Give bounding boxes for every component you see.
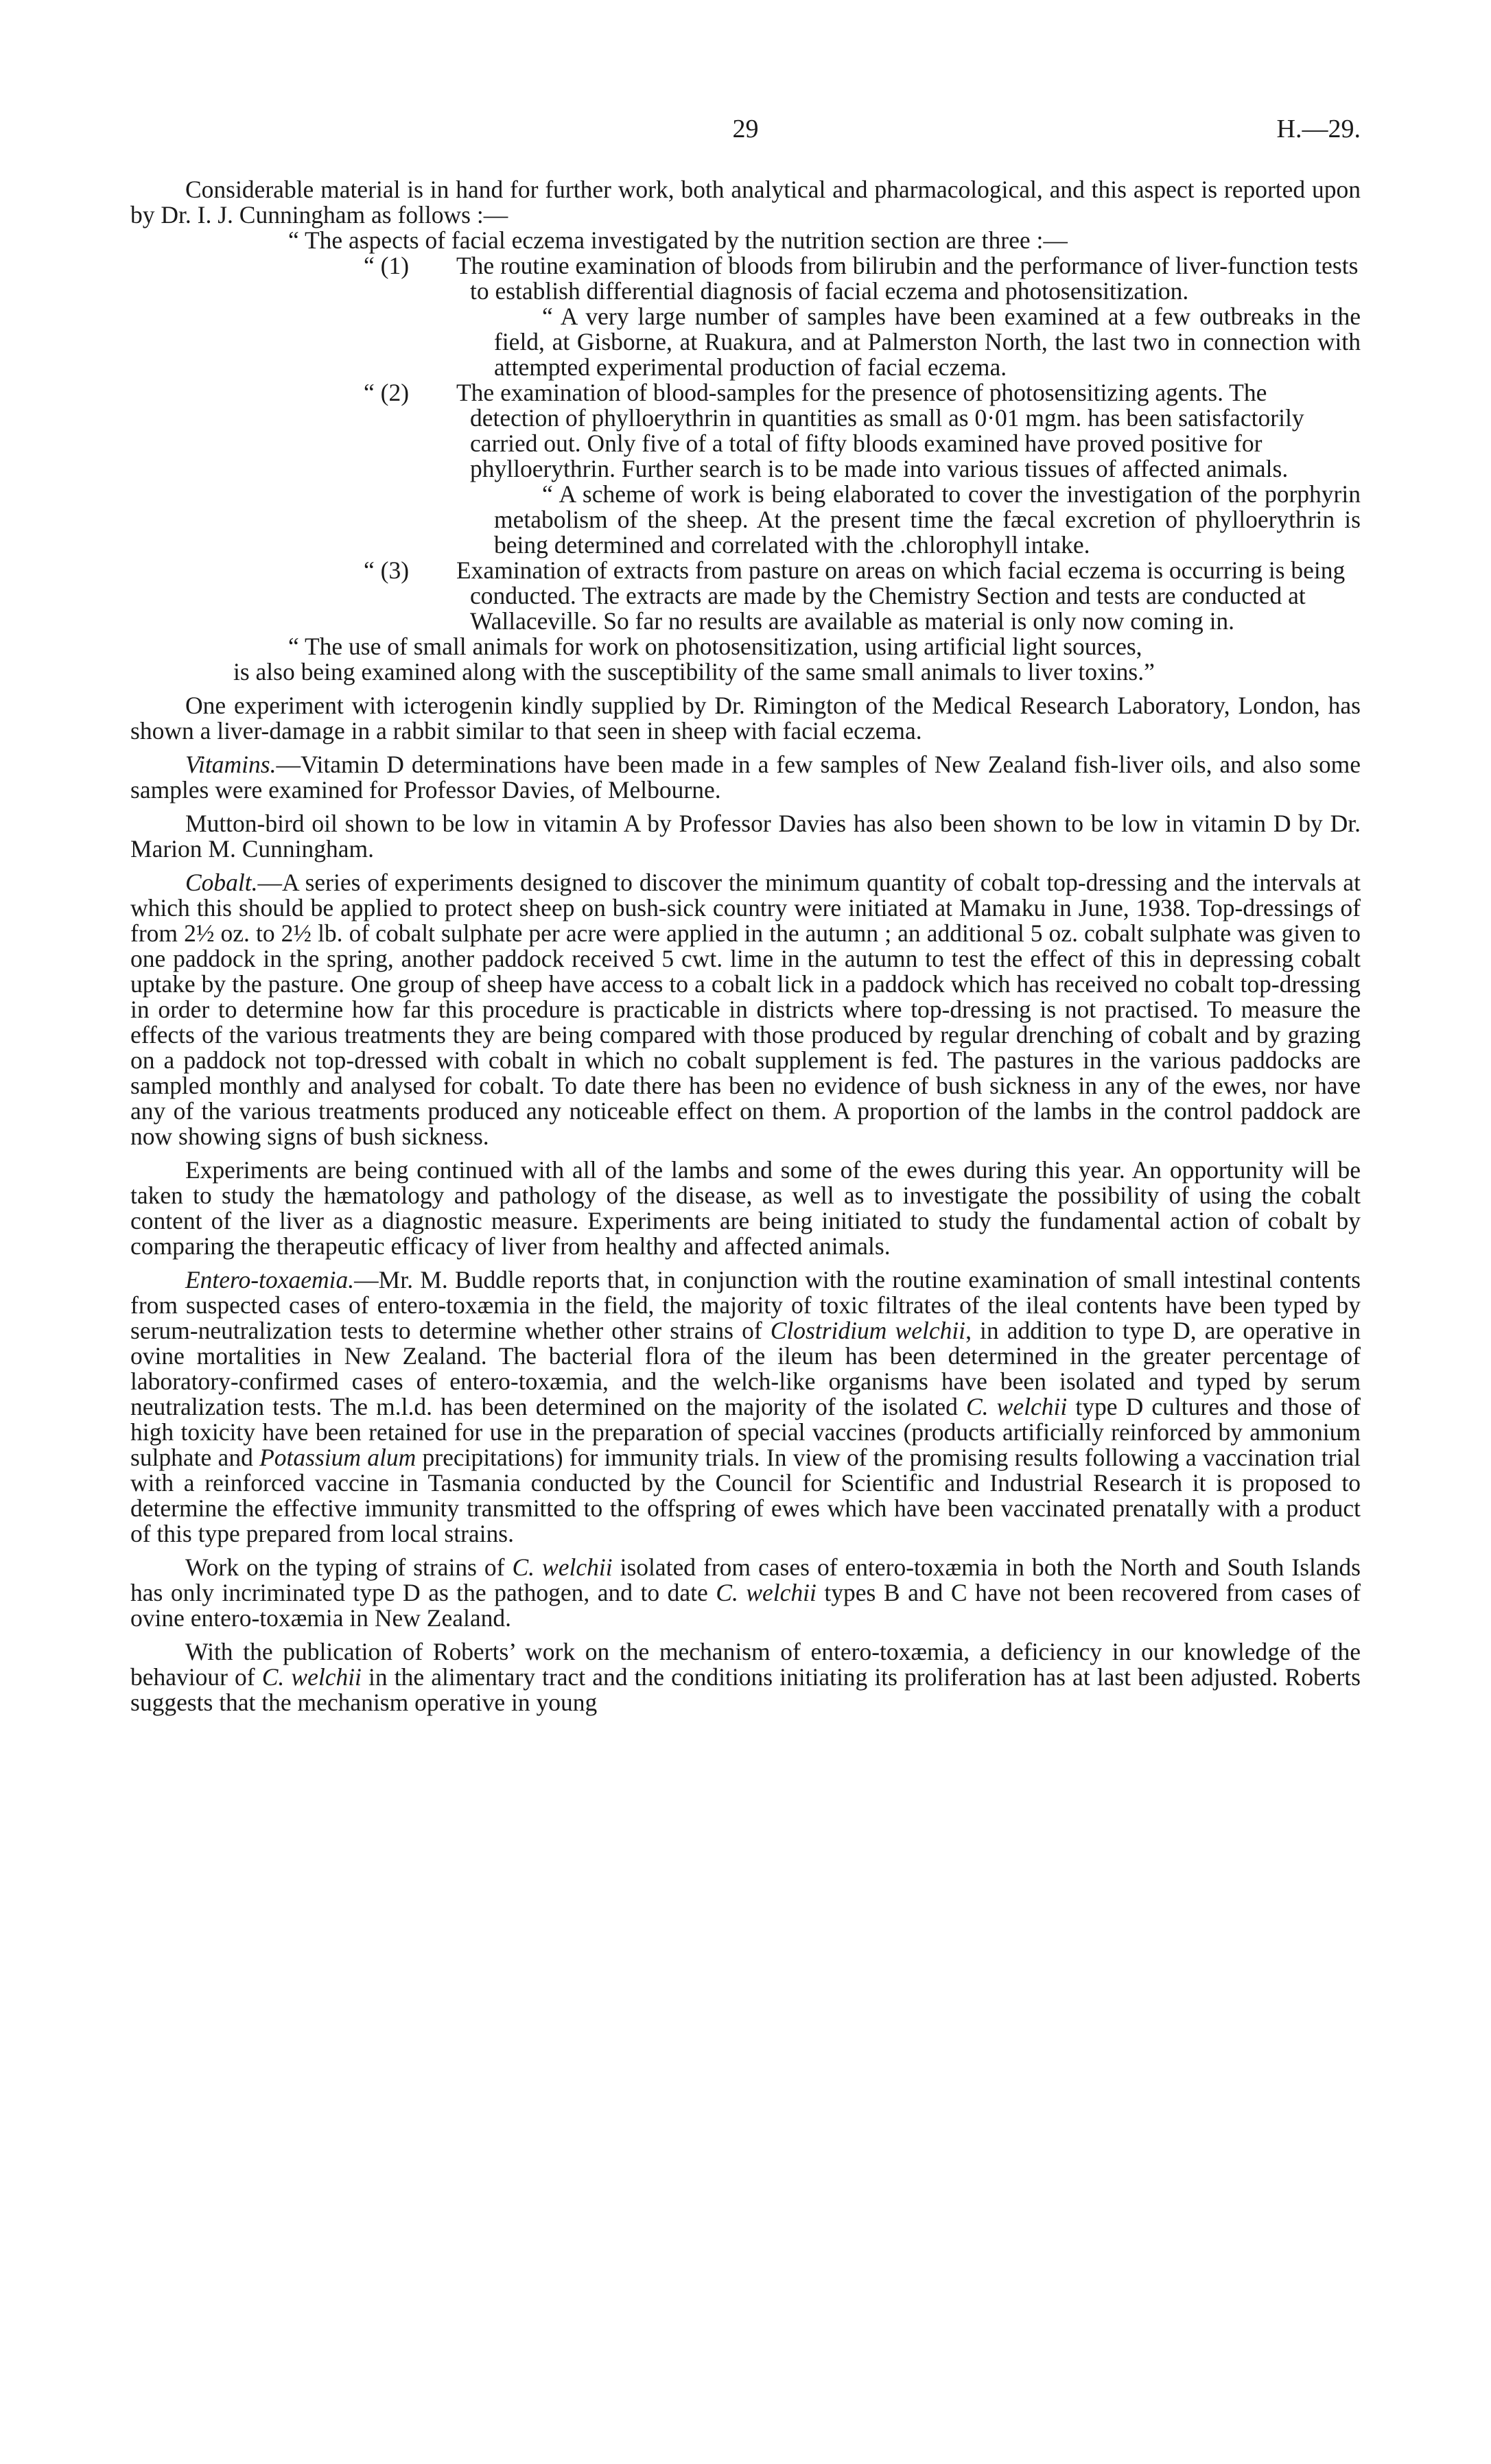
quote-item-3: [364, 558, 1361, 634]
icterogenin-paragraph: One experiment with icterogenin kindly supplied by Dr. Rimington of the Medical Research Laboratory, London, has shown a liver-damage in a rabbit similar to that seen in sheep with facial eczema.: [130, 692, 1361, 744]
vitamins-paragraph: [130, 752, 1361, 803]
item-sub-paragraph: “ A very large number of samples have been examined at a few outbreaks in the field, at Gisborne, at Ruakura, and at Palmerston North, the last two in connection with attempted experimental production of facial eczema.: [494, 303, 1361, 381]
item-number: “ (2): [364, 379, 410, 406]
cobalt-text: —A series of experiments designed to discover the minimum quantity of cobalt top-dressing and the intervals at which this should be applied to protect sheep on bush-sick country were initiated at Mamaku in June, 1938. Top-dressings of from 2½ oz. to 2½ lb. of cobalt sulphate per acre were applied in the autumn ; an additional 5 oz. cobalt sulphate was given to one paddock in the spring, another paddock received 5 cwt. lime in the autumn to test the effect of this in depressing cobalt uptake by the pasture. One group of sheep have access to a cobalt lick in a paddock which has received no cobalt top-dressing in order to determine how far this procedure is practicable in districts where top-dressing is not practised. To measure the effects of the various treatments they are being compared with those produced by regular drenching of cobalt and by grazing on a paddock not top-dressed with cobalt in which no cobalt supplement is fed. The pastures in the various paddocks are sampled monthly and analysed for cobalt. To date there has been no evidence of bush sickness in any of the ewes, nor have any of the various treatments produced any noticeable effect on them. A proportion of the lambs in the control paddock are now showing signs of bush sickness.: [130, 869, 1361, 1150]
cobalt-paragraph: [130, 870, 1361, 1149]
mutton-bird-paragraph: Mutton-bird oil shown to be low in vitamin A by Professor Davies has also been shown to be low in vitamin D by Dr. Marion M. Cunningham.: [130, 810, 1361, 863]
species-name: C. welchii: [512, 1553, 613, 1581]
species-name: Clostridium welchii: [770, 1317, 966, 1344]
item-text: The routine examination of bloods from bilirubin and the performance of liver-function tests to establish differential diagnosis of facial eczema and photosensitization.: [456, 252, 1359, 305]
page-header: [130, 117, 1361, 165]
quote-close-line-2: is also being examined along with the susceptibility of the same small animals to liver toxins.”: [233, 658, 1155, 685]
item-sub-paragraph: “ A scheme of work is being elaborated to cover the investigation of the porphyrin metabolism of the sheep. At the present time the fæcal excretion of phylloerythrin is being determined and correlated with the .chlorophyll intake.: [494, 480, 1361, 559]
intro-paragraph: Considerable material is in hand for further work, both analytical and pharmacological, and this aspect is reported upon by Dr. I. J. Cunningham as follows :—: [130, 176, 1361, 228]
species-name: C. welchii: [965, 1393, 1068, 1420]
document-reference: H.—29.: [1276, 115, 1361, 143]
item-number: “ (1): [364, 252, 410, 279]
quote-item-1: [364, 253, 1361, 304]
item-text: The examination of blood-samples for the presence of photosensitizing agents. The detection of phylloerythrin in quantities as small as 0·01 mgm. has been satisfactorily carried out. Only five of a total of fifty bloods examined have proved positive for phylloerythrin. Further search is to be made into various tissues of affected animals.: [456, 379, 1304, 482]
quote-close-line-1: “ The use of small animals for work on photosensitization, using artificial light sources,: [288, 633, 1142, 660]
species-name: C. welchii: [716, 1579, 817, 1606]
quote-item-2: [364, 380, 1361, 482]
species-name: C. welchii: [261, 1663, 362, 1691]
typing-paragraph: Work on the typing of strains of C. welchii isolated from cases of entero-toxæmia in both the North and South Islands has only incriminated type D as the pathogen, and to date C. welchii types B and C have not been recovered from cases of ovine entero-toxæmia in New Zealand.: [130, 1553, 1361, 1632]
entero-heading: Entero-toxaemia.: [185, 1266, 355, 1293]
vitamins-text: —Vitamin D determinations have been made in a few samples of New Zealand fish-liver oils, and also some samples were examined for Professor Davies, of Melbourne.: [130, 751, 1361, 803]
quote-intro: “ The aspects of facial eczema investigated by the nutrition section are three :—: [288, 226, 1068, 254]
entero-toxaemia-paragraph: Entero-toxaemia.—Mr. M. Buddle reports that, in conjunction with the routine examination of small intestinal contents from suspected cases of entero-toxæmia in the field, the majority of toxic filtrates of the ileal contents have been typed by serum-neutralization tests to determine whether other strains of Clostridium welchii, in addition to type D, are operative in ovine mortalities in New Zealand. The bacterial flora of the ileum has been determined in the greater percentage of laboratory-confirmed cases of entero-toxæmia, and the welch-like organisms have been isolated and typed by serum neutralization tests. The m.l.d. has been determined on the majority of the isolated C. welchii type D cultures and those of high toxicity have been retained for use in the preparation of special vaccines (products artificially reinforced by ammonium sulphate and Potassium alum precipitations) for immunity trials. In view of the promising results following a vaccination trial with a reinforced vaccine in Tasmania conducted by the Council for Scientific and Industrial Research it is proposed to determine the effective immunity transmitted to the offspring of ewes which have been vaccinated prenatally with a product of this type prepared from local strains.: [130, 1266, 1361, 1547]
cobalt-continuation-paragraph: Experiments are being continued with all of the lambs and some of the ewes during this year. An opportunity will be taken to study the hæmatology and pathology of the disease, as well as to investigate the possibility of using the cobalt content of the liver as a diagnostic measure. Experiments are being initiated to study the fundamental action of cobalt by comparing the therapeutic efficacy of liver from healthy and affected animals.: [130, 1156, 1361, 1260]
roberts-paragraph: With the publication of Roberts’ work on the mechanism of entero-toxæmia, a deficiency in our knowledge of the behaviour of C. welchii in the alimentary tract and the conditions initiating its proliferation has at last been adjusted. Roberts suggests that the mechanism operative in young: [130, 1638, 1361, 1716]
cobalt-heading: Cobalt.: [185, 869, 258, 896]
item-number: “ (3): [364, 556, 410, 584]
chemical-name: Potassium alum: [259, 1444, 416, 1471]
vitamins-heading: Vitamins.: [185, 751, 277, 778]
page-number: 29: [732, 115, 759, 143]
item-text: Examination of extracts from pasture on areas on which facial eczema is occurring is being conducted. The extracts are made by the Chemistry Section and tests are conducted at Wallaceville. So far no results are available as material is only now coming in.: [456, 556, 1346, 635]
